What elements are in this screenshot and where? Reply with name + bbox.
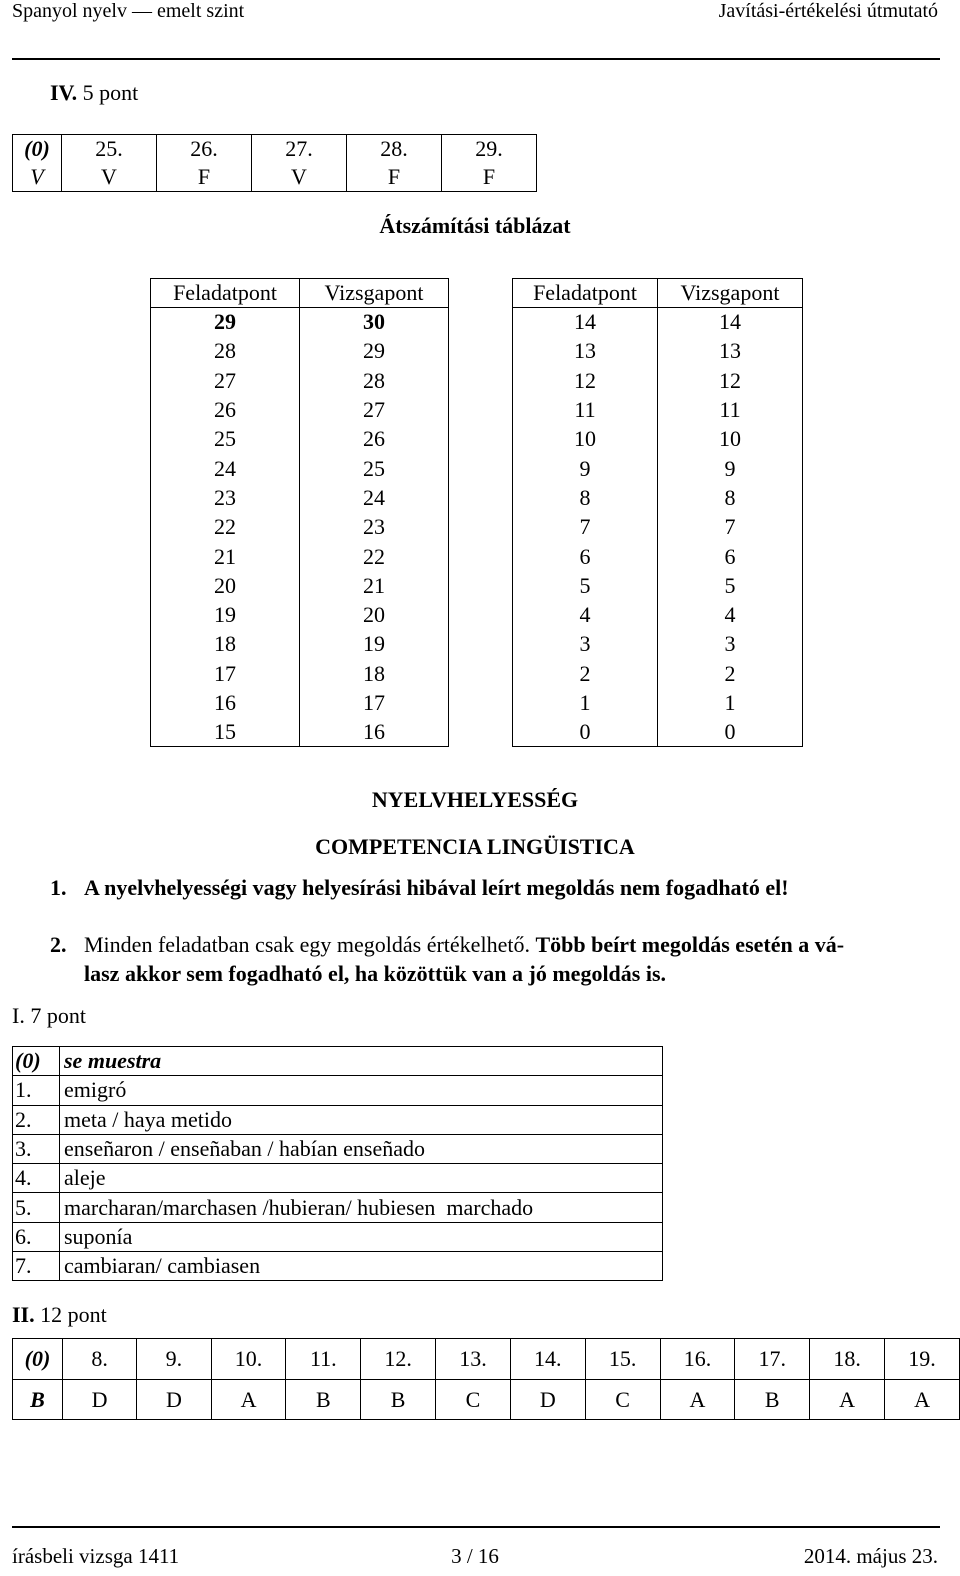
- iv-item-3: 27.: [252, 135, 347, 164]
- conversion-table-left: [150, 278, 449, 747]
- section-i-points: 7 pont: [30, 1003, 86, 1028]
- competence-heading-2: COMPETENCIA LINGÜISTICA: [315, 834, 635, 859]
- conversion-cell-vizsgapont: 28: [300, 366, 449, 395]
- conversion-cell-vizsgapont: 0: [658, 718, 803, 747]
- conversion-cell-feladatpont: 28: [151, 337, 300, 366]
- footer-rule: [12, 1526, 940, 1528]
- competence-rule-1-number: 1.: [50, 875, 67, 900]
- section-i-row-answer: suponía: [60, 1222, 663, 1251]
- conversion-cell-feladatpont: 16: [151, 688, 300, 717]
- section-i-title: [12, 1003, 86, 1029]
- section-ii-table: [12, 1338, 960, 1420]
- section-ii-answer: A: [660, 1380, 735, 1420]
- section-ii-points: 12 pont: [40, 1302, 107, 1327]
- header-rule: [12, 58, 940, 60]
- conversion-cell-feladatpont: 5: [513, 571, 658, 600]
- conversion-cell-feladatpont: 4: [513, 600, 658, 629]
- conversion-cell-feladatpont: 17: [151, 659, 300, 688]
- section-ii-item: 17.: [735, 1339, 810, 1380]
- conversion-cell-vizsgapont: 13: [658, 337, 803, 366]
- iv-answer-0: V: [13, 164, 62, 192]
- section-iv-title: [50, 80, 138, 106]
- section-iv-table: [12, 134, 537, 192]
- section-ii-answer: D: [137, 1380, 211, 1420]
- competence-heading-1: NYELVHELYESSÉG: [371, 787, 579, 812]
- conversion-cell-feladatpont: 12: [513, 366, 658, 395]
- conversion-header-vizsgapont: Vizsgapont: [300, 279, 449, 308]
- conversion-cell-vizsgapont: 26: [300, 425, 449, 454]
- section-i-row-answer: meta / haya metido: [60, 1105, 663, 1134]
- section-i-row-number: 3.: [13, 1134, 60, 1163]
- footer-left: írásbeli vizsga 1411: [12, 1544, 180, 1568]
- conversion-cell-vizsgapont: 30: [300, 308, 449, 337]
- competence-rule-1: A nyelvhelyességi vagy helyesírási hibával leírt megoldás nem fogadható el!: [84, 875, 789, 900]
- iv-answer-2: F: [157, 164, 252, 192]
- section-i-row-number: 6.: [13, 1222, 60, 1251]
- section-i-row-number: 2.: [13, 1105, 60, 1134]
- section-ii-roman: II.: [12, 1302, 35, 1327]
- conversion-cell-feladatpont: 22: [151, 513, 300, 542]
- conversion-cell-feladatpont: 20: [151, 571, 300, 600]
- header-left: Spanyol nyelv — emelt szint: [12, 0, 245, 22]
- conversion-cell-feladatpont: 25: [151, 425, 300, 454]
- conversion-cell-feladatpont: 3: [513, 630, 658, 659]
- conversion-cell-vizsgapont: 23: [300, 513, 449, 542]
- conversion-cell-feladatpont: 26: [151, 395, 300, 424]
- section-i-table: [12, 1046, 663, 1281]
- iv-answer-4: F: [347, 164, 442, 192]
- section-i-row-number: (0): [13, 1047, 60, 1076]
- conversion-cell-feladatpont: 10: [513, 425, 658, 454]
- section-ii-answer: C: [585, 1380, 660, 1420]
- conversion-cell-vizsgapont: 7: [658, 513, 803, 542]
- section-i-row-answer: enseñaron / enseñaban / habían enseñado: [60, 1134, 663, 1163]
- section-i-row-number: 7.: [13, 1252, 60, 1281]
- conversion-cell-feladatpont: 11: [513, 395, 658, 424]
- conversion-cell-vizsgapont: 8: [658, 483, 803, 512]
- conversion-cell-vizsgapont: 14: [658, 308, 803, 337]
- conversion-cell-vizsgapont: 6: [658, 542, 803, 571]
- section-i-row-answer: aleje: [60, 1164, 663, 1193]
- conversion-cell-vizsgapont: 18: [300, 659, 449, 688]
- conversion-cell-feladatpont: 8: [513, 483, 658, 512]
- section-ii-item: 11.: [286, 1339, 361, 1380]
- conversion-cell-vizsgapont: 16: [300, 718, 449, 747]
- competence-rule-2-line-2: lasz akkor sem fogadható el, ha közöttük van a jó megoldás is.: [84, 961, 667, 986]
- conversion-cell-vizsgapont: 21: [300, 571, 449, 600]
- conversion-cell-vizsgapont: 2: [658, 659, 803, 688]
- footer-right: 2014. május 23.: [803, 1544, 938, 1568]
- conversion-cell-feladatpont: 18: [151, 630, 300, 659]
- conversion-cell-vizsgapont: 11: [658, 395, 803, 424]
- section-ii-item: 19.: [885, 1339, 960, 1380]
- section-ii-answer: D: [62, 1380, 136, 1420]
- section-i-row-answer: marcharan/marchasen /hubieran/ hubiesen marchado: [60, 1193, 663, 1222]
- section-i-row-answer: emigró: [60, 1076, 663, 1105]
- conversion-cell-feladatpont: 13: [513, 337, 658, 366]
- section-ii-item: 16.: [660, 1339, 735, 1380]
- iv-item-5: 29.: [442, 135, 537, 164]
- conversion-cell-vizsgapont: 24: [300, 483, 449, 512]
- conversion-cell-vizsgapont: 10: [658, 425, 803, 454]
- conversion-cell-vizsgapont: 25: [300, 454, 449, 483]
- conversion-cell-vizsgapont: 12: [658, 366, 803, 395]
- section-ii-item: 10.: [211, 1339, 286, 1380]
- section-i-row-number: 4.: [13, 1164, 60, 1193]
- footer-center: 3 / 16: [451, 1544, 499, 1568]
- section-ii-item: 8.: [62, 1339, 136, 1380]
- conversion-cell-feladatpont: 7: [513, 513, 658, 542]
- section-i-row-number: 1.: [13, 1076, 60, 1105]
- conversion-cell-feladatpont: 2: [513, 659, 658, 688]
- conversion-header-feladatpont: Feladatpont: [513, 279, 658, 308]
- section-ii-item: 9.: [137, 1339, 211, 1380]
- conversion-cell-feladatpont: 6: [513, 542, 658, 571]
- iv-item-1: 25.: [62, 135, 157, 164]
- conversion-cell-feladatpont: 19: [151, 600, 300, 629]
- conversion-cell-vizsgapont: 29: [300, 337, 449, 366]
- iv-item-0: (0): [13, 135, 62, 164]
- competence-rule-2-number: 2.: [50, 932, 67, 957]
- competence-rule-2-plain: Minden feladatban csak egy megoldás értékelhető.: [84, 932, 530, 957]
- conversion-table-right: [512, 278, 803, 747]
- section-ii-item: 18.: [810, 1339, 885, 1380]
- section-ii-title: [12, 1302, 107, 1328]
- section-ii-item: 12.: [361, 1339, 436, 1380]
- section-ii-answer: B: [286, 1380, 361, 1420]
- section-ii-item: 15.: [585, 1339, 660, 1380]
- section-ii-answer: C: [436, 1380, 511, 1420]
- conversion-cell-feladatpont: 1: [513, 688, 658, 717]
- section-ii-item: (0): [13, 1339, 63, 1380]
- section-ii-answer: D: [510, 1380, 585, 1420]
- section-ii-answer: A: [885, 1380, 960, 1420]
- section-ii-item: 13.: [436, 1339, 511, 1380]
- conversion-cell-feladatpont: 9: [513, 454, 658, 483]
- section-iv-points: 5 pont: [82, 80, 139, 105]
- competence-rule-2-bold-a: Több beírt megoldás esetén a vá-: [535, 932, 845, 957]
- conversion-cell-feladatpont: 29: [151, 308, 300, 337]
- conversion-cell-vizsgapont: 17: [300, 688, 449, 717]
- conversion-cell-vizsgapont: 9: [658, 454, 803, 483]
- conversion-title: Átszámítási táblázat: [379, 213, 571, 238]
- conversion-header-vizsgapont: Vizsgapont: [658, 279, 803, 308]
- section-ii-answer: A: [211, 1380, 286, 1420]
- conversion-cell-vizsgapont: 5: [658, 571, 803, 600]
- conversion-cell-vizsgapont: 22: [300, 542, 449, 571]
- section-i-row-number: 5.: [13, 1193, 60, 1222]
- conversion-cell-vizsgapont: 3: [658, 630, 803, 659]
- conversion-cell-vizsgapont: 1: [658, 688, 803, 717]
- section-ii-answer: B: [361, 1380, 436, 1420]
- section-iv-roman: IV.: [50, 80, 78, 105]
- conversion-cell-feladatpont: 14: [513, 308, 658, 337]
- conversion-cell-feladatpont: 0: [513, 718, 658, 747]
- conversion-header-feladatpont: Feladatpont: [151, 279, 300, 308]
- section-i-row-answer: cambiaran/ cambiasen: [60, 1252, 663, 1281]
- section-i-roman: I.: [12, 1003, 25, 1028]
- conversion-cell-vizsgapont: 4: [658, 600, 803, 629]
- conversion-cell-feladatpont: 23: [151, 483, 300, 512]
- iv-answer-1: V: [62, 164, 157, 192]
- competence-rule-2-line-1: [84, 932, 844, 958]
- iv-answer-5: F: [442, 164, 537, 192]
- conversion-cell-feladatpont: 24: [151, 454, 300, 483]
- iv-answer-3: V: [252, 164, 347, 192]
- conversion-cell-vizsgapont: 20: [300, 600, 449, 629]
- section-i-row-answer: se muestra: [60, 1047, 663, 1076]
- conversion-cell-feladatpont: 27: [151, 366, 300, 395]
- section-ii-item: 14.: [510, 1339, 585, 1380]
- header-right: Javítási-értékelési útmutató: [718, 0, 938, 22]
- iv-item-2: 26.: [157, 135, 252, 164]
- conversion-cell-vizsgapont: 19: [300, 630, 449, 659]
- section-ii-answer: B: [735, 1380, 810, 1420]
- section-ii-answer: A: [810, 1380, 885, 1420]
- conversion-cell-vizsgapont: 27: [300, 395, 449, 424]
- section-ii-answer: B: [13, 1380, 63, 1420]
- iv-item-4: 28.: [347, 135, 442, 164]
- conversion-cell-feladatpont: 21: [151, 542, 300, 571]
- conversion-cell-feladatpont: 15: [151, 718, 300, 747]
